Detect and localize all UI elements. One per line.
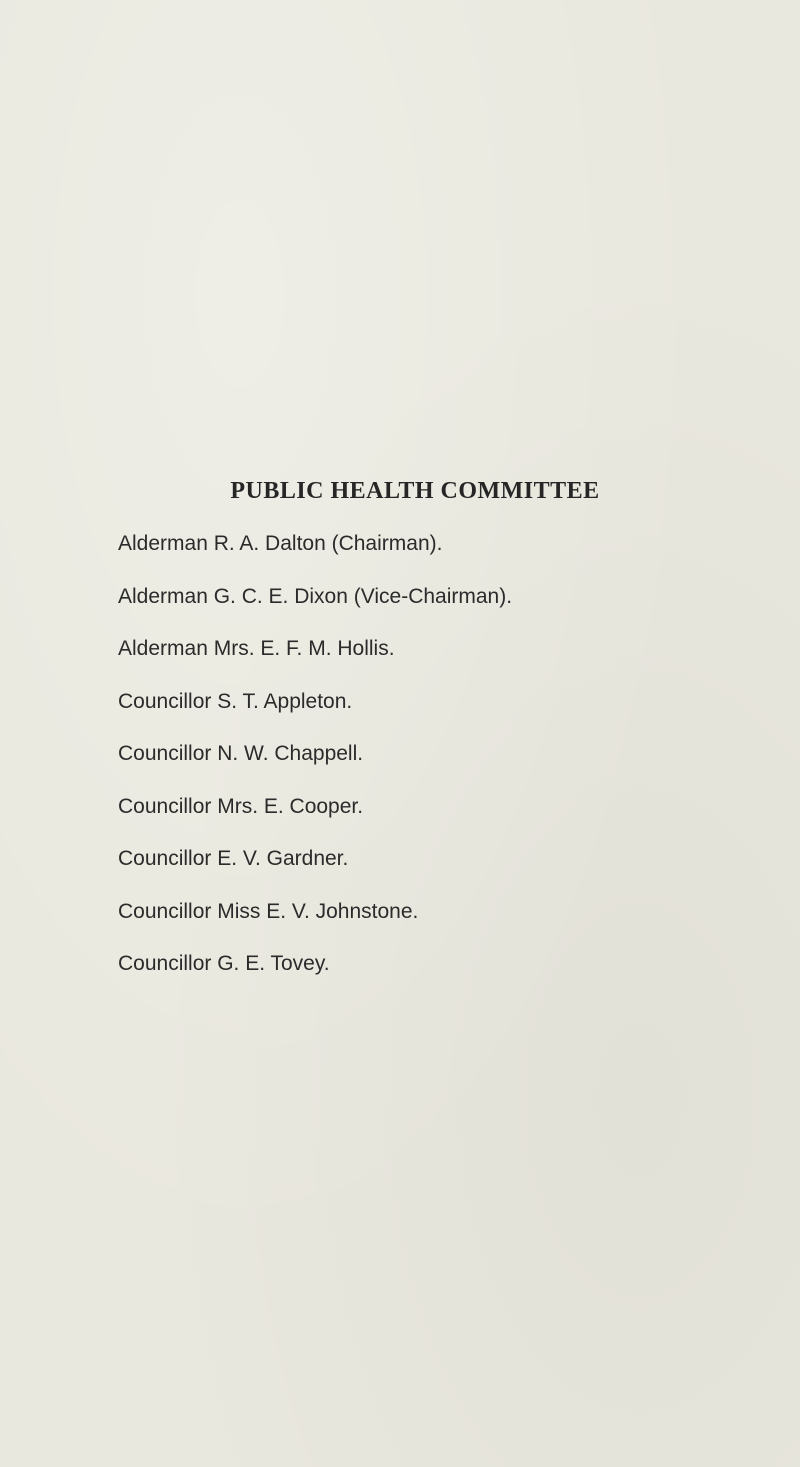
committee-member-list [118, 530, 512, 1003]
list-item: Alderman Mrs. E. F. M. Hollis. [118, 637, 395, 660]
list-item: Councillor N. W. Chappell. [118, 742, 364, 765]
list-item: Councillor Mrs. E. Cooper. [118, 794, 364, 818]
list-item: Councillor G. E. Tovey. [118, 952, 330, 975]
list-item: Alderman G. C. E. Dixon (Vice-Chairman). [118, 584, 513, 608]
list-item: Alderman R. A. Dalton (Chairman). [118, 532, 443, 555]
list-item: Councillor Miss E. V. Johnstone. [118, 899, 419, 923]
list-item: Councillor S. T. Appleton. [118, 689, 353, 713]
list-item: Councillor E. V. Gardner. [118, 847, 349, 870]
page-title: PUBLIC HEALTH COMMITTEE [230, 478, 600, 504]
